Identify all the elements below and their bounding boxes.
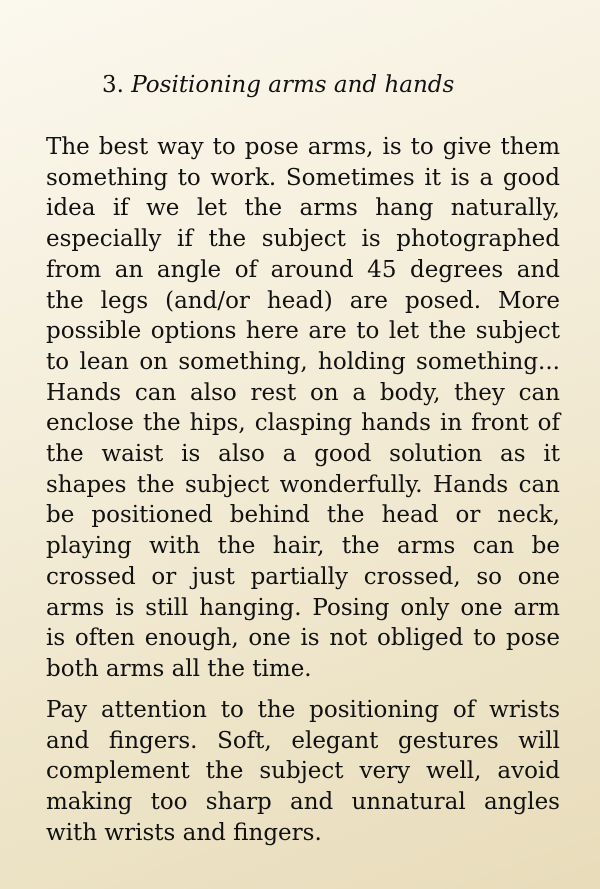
- body-paragraph-wrists: Pay attention to the positioning of wrists and fingers. Soft, elegant gestures will complement the subject very well, avoid making too sharp and unnatural angles with wrists and fingers.: [46, 697, 560, 846]
- section-title: Positioning arms and hands: [131, 72, 455, 98]
- section-number: 3.: [102, 72, 132, 98]
- section-heading: [102, 70, 454, 100]
- body-paragraph-arms: The best way to pose arms, is to give them something to work. Sometimes it is a good idea if we let the arms hang naturally, especially if the subject is photographed from an angle of around 45 degrees and the legs (and/or head) are posed. More possible options here are to let the subject to lean on something, holding something... Hands can also rest on a body, they can enclose the hips, clasping hands in front of the waist is also a good solution as it shapes the subject wonderfully. Hands can be positioned behind the head or neck, playing with the hair, the arms can be crossed or just partially crossed, so one arms is still hanging. Posing only one arm is often enough, one is not obliged to pose both arms all the time.: [46, 134, 560, 682]
